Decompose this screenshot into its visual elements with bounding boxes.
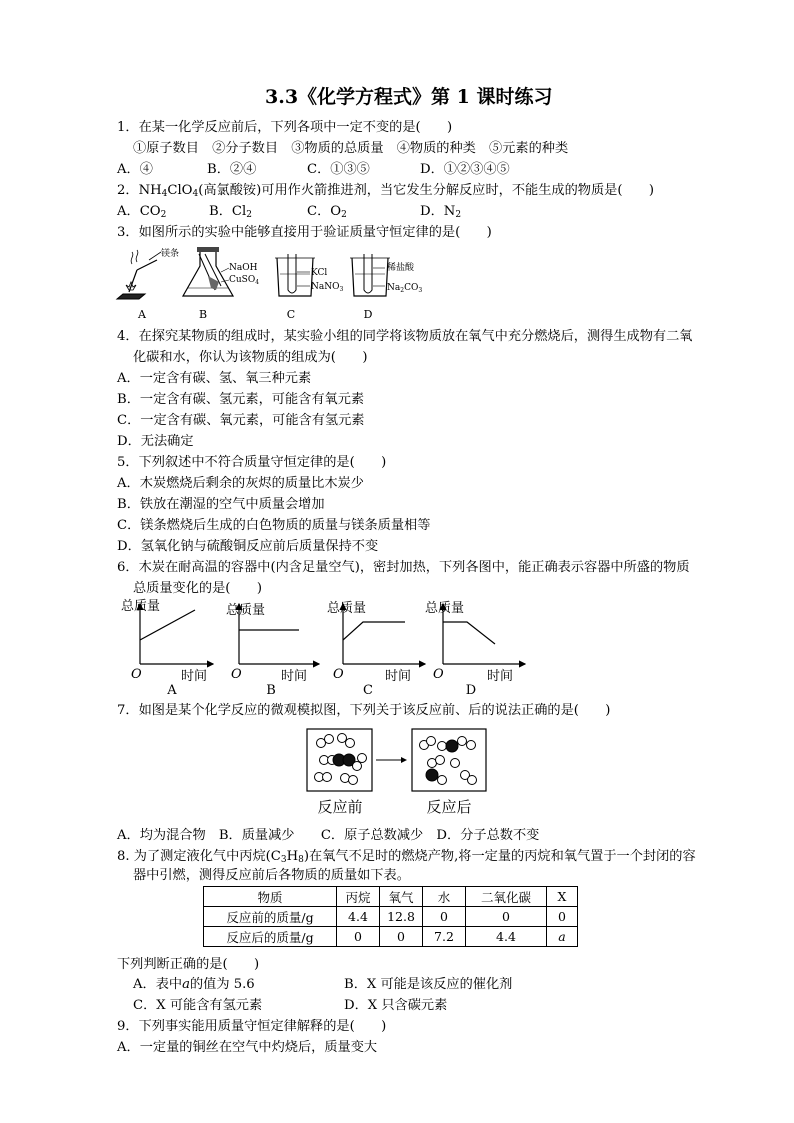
q6-xlabel-a: 时间 — [181, 669, 208, 684]
table-header-cell: 二氧化碳 — [466, 887, 547, 907]
q2-option-c: C．$O_2$ — [307, 204, 347, 220]
q3-figure-c — [275, 254, 344, 296]
q3-label-nano3: NaNO$_3$ — [311, 282, 344, 293]
table-header-cell: 丙烷 — [337, 887, 380, 907]
q8-ask: 下列判断正确的是( ) — [117, 957, 260, 972]
q3-figure-a — [117, 247, 179, 299]
q1-stem: 1．在某一化学反应前后，下列各项中一定不变的是( ) — [117, 120, 453, 135]
q2-option-a: A．$CO_2$ — [117, 204, 167, 220]
q6-xlabel-d: 时间 — [487, 669, 514, 684]
q6-stem-line1: 6．木炭在耐高温的容器中(内含足量空气)，密封加热，下列各图中，能正确表示容器中所盛的物质 — [117, 560, 690, 575]
q4-option-a: A．一定含有碳、氢、氧三种元素 — [117, 371, 312, 386]
q4-option-c: C．一定含有碳、氧元素，可能含有氢元素 — [117, 413, 365, 428]
table-cell: 0 — [423, 907, 466, 927]
q5-option-d: D．氢氧化钠与硫酸铜反应前后质量保持不变 — [117, 539, 379, 554]
q3-label-naoh: NaOH — [229, 263, 258, 273]
q6-origin-d: O — [433, 667, 444, 682]
q1-option-d: D．①②③④⑤ — [420, 162, 510, 177]
q3-figure-b — [183, 247, 259, 296]
q5-stem: 5．下列叙述中不符合质量守恒定律的是( ) — [117, 455, 387, 470]
q8-option-b: B．X 可能是该反应的催化剂 — [344, 977, 513, 992]
q6-caption-d: D — [465, 683, 477, 698]
q4-stem-line2: 化碳和水，你认为该物质的组成为( ) — [133, 350, 368, 365]
table-cell: 0 — [380, 927, 423, 947]
q3-label-kcl: KCl — [311, 268, 328, 278]
q3-label-hcl: 稀盐酸 — [387, 263, 415, 273]
table-row — [204, 927, 578, 947]
q3-caption-c: C — [286, 308, 296, 321]
table-cell: 反应前的质量/g — [204, 907, 337, 927]
q3-figure-d — [350, 254, 422, 296]
q3-apparatus-figure — [115, 246, 475, 321]
q7-after-molecules — [420, 737, 477, 785]
q9-stem: 9．下列事实能用质量守恒定律解释的是( ) — [117, 1019, 387, 1034]
q3-label-cuso4: CuSO$_4$ — [229, 275, 260, 286]
q1-items: ①原子数目 ②分子数目 ③物质的总质量 ④物质的种类 ⑤元素的种类 — [133, 141, 569, 156]
q6-graph-d — [425, 601, 525, 698]
q6-caption-b: B — [266, 683, 276, 698]
q8-stem-line1: 8. 为了测定液化气中丙烷$(C_3H_8)$在氧气不足时的燃烧产物,将一定量的丙烷和氧气置于一个封闭的容 — [117, 849, 696, 865]
q6-ylabel-c: 总质量 — [327, 601, 367, 616]
table-header-cell: 物质 — [204, 887, 337, 907]
q6-ylabel-b: 总质量 — [226, 603, 266, 618]
q6-xlabel-c: 时间 — [385, 669, 412, 684]
q6-xlabel-b: 时间 — [281, 669, 308, 684]
q6-graph-b — [226, 603, 319, 698]
table-header-cell: 氧气 — [380, 887, 423, 907]
q4-stem-line1: 4．在探究某物质的组成时，某实验小组的同学将该物质放在氧气中充分燃烧后，测得生成物有二氧 — [117, 329, 693, 344]
table-cell: 0 — [466, 907, 547, 927]
table-row — [204, 907, 578, 927]
q7-before-molecules — [315, 734, 367, 785]
q7-stem: 7．如图是某个化学反应的微观模拟图，下列关于该反应前、后的说法正确的是( ) — [117, 703, 611, 718]
q3-caption-a: A — [138, 308, 146, 321]
table-header-cell: 水 — [423, 887, 466, 907]
page-title: 3.3《化学方程式》第 1 课时练习 — [265, 86, 553, 108]
q8-option-d: D．X 只含碳元素 — [344, 998, 448, 1013]
q1-option-c: C．①③⑤ — [307, 162, 370, 177]
q4-option-d: D．无法确定 — [117, 434, 194, 449]
q6-stem-line2: 总质量变化的是( ) — [133, 581, 262, 596]
q8-option-a: A．表中a的值为 5.6 — [133, 977, 255, 992]
q3-label-na2co3: $Na_2CO_3$ — [387, 283, 423, 294]
q1-option-a: A．④ — [117, 162, 153, 177]
q7-before-label: 反应前 — [317, 798, 363, 816]
q6-origin-a: O — [131, 667, 142, 682]
table-cell: 0 — [547, 907, 578, 927]
q1-option-b: B．②④ — [207, 162, 257, 177]
q7-options: A．均为混合物 B．质量减少 C．原子总数减少 D．分子总数不变 — [117, 828, 540, 843]
q2-option-d: D．$N_2$ — [420, 204, 462, 220]
q4-option-b: B．一定含有碳、氢元素，可能含有氧元素 — [117, 392, 365, 407]
table-cell: 4.4 — [466, 927, 547, 947]
q6-ylabel-a: 总质量 — [121, 599, 161, 614]
q3-caption-d: D — [363, 308, 373, 321]
table-cell: 0 — [337, 927, 380, 947]
q2-option-b: B．$Cl_2$ — [209, 204, 252, 220]
q3-caption-b: B — [198, 308, 208, 321]
table-cell: 12.8 — [380, 907, 423, 927]
q3-label-mg: 镁条 — [161, 249, 180, 259]
q5-option-b: B．铁放在潮湿的空气中质量会增加 — [117, 497, 325, 512]
q7-after-label: 反应后 — [426, 798, 472, 816]
q6-origin-c: O — [333, 667, 344, 682]
table-header-cell: X — [547, 887, 578, 907]
table-cell: 7.2 — [423, 927, 466, 947]
q6-graph-a — [121, 599, 213, 698]
q5-option-a: A．木炭燃烧后剩余的灰烬的质量比木炭少 — [117, 476, 364, 491]
q6-curve-c — [343, 622, 405, 640]
q6-caption-c: C — [363, 683, 373, 698]
q6-graphs — [115, 598, 535, 700]
q9-option-a: A．一定量的铜丝在空气中灼烧后，质量变大 — [117, 1040, 378, 1055]
q8-data-table — [203, 886, 578, 947]
q8-option-c: C．X 可能含有氢元素 — [133, 998, 263, 1013]
q7-micro-model — [300, 724, 500, 824]
q5-option-c: C．镁条燃烧后生成的白色物质的质量与镁条质量相等 — [117, 518, 431, 533]
q6-ylabel-d: 总质量 — [425, 601, 465, 616]
table-cell: 反应后的质量/g — [204, 927, 337, 947]
q2-stem: 2．$NH_4ClO_4$(高氯酸铵)可用作火箭推进剂，当它发生分解反应时，不能生成的物质是( ) — [117, 183, 654, 199]
table-cell: 4.4 — [337, 907, 380, 927]
table-header-row — [204, 887, 578, 907]
q3-stem: 3．如图所示的实验中能够直接用于验证质量守恒定律的是( ) — [117, 225, 492, 240]
q6-curve-d — [443, 622, 495, 644]
q6-curve-a — [140, 610, 195, 640]
q6-origin-b: O — [231, 667, 242, 682]
q6-graph-c — [327, 601, 425, 698]
table-cell: a — [547, 927, 578, 947]
q8-stem-line2: 器中引燃，测得反应前后各物质的质量如下表。 — [133, 868, 410, 883]
q6-caption-a: A — [167, 683, 177, 698]
